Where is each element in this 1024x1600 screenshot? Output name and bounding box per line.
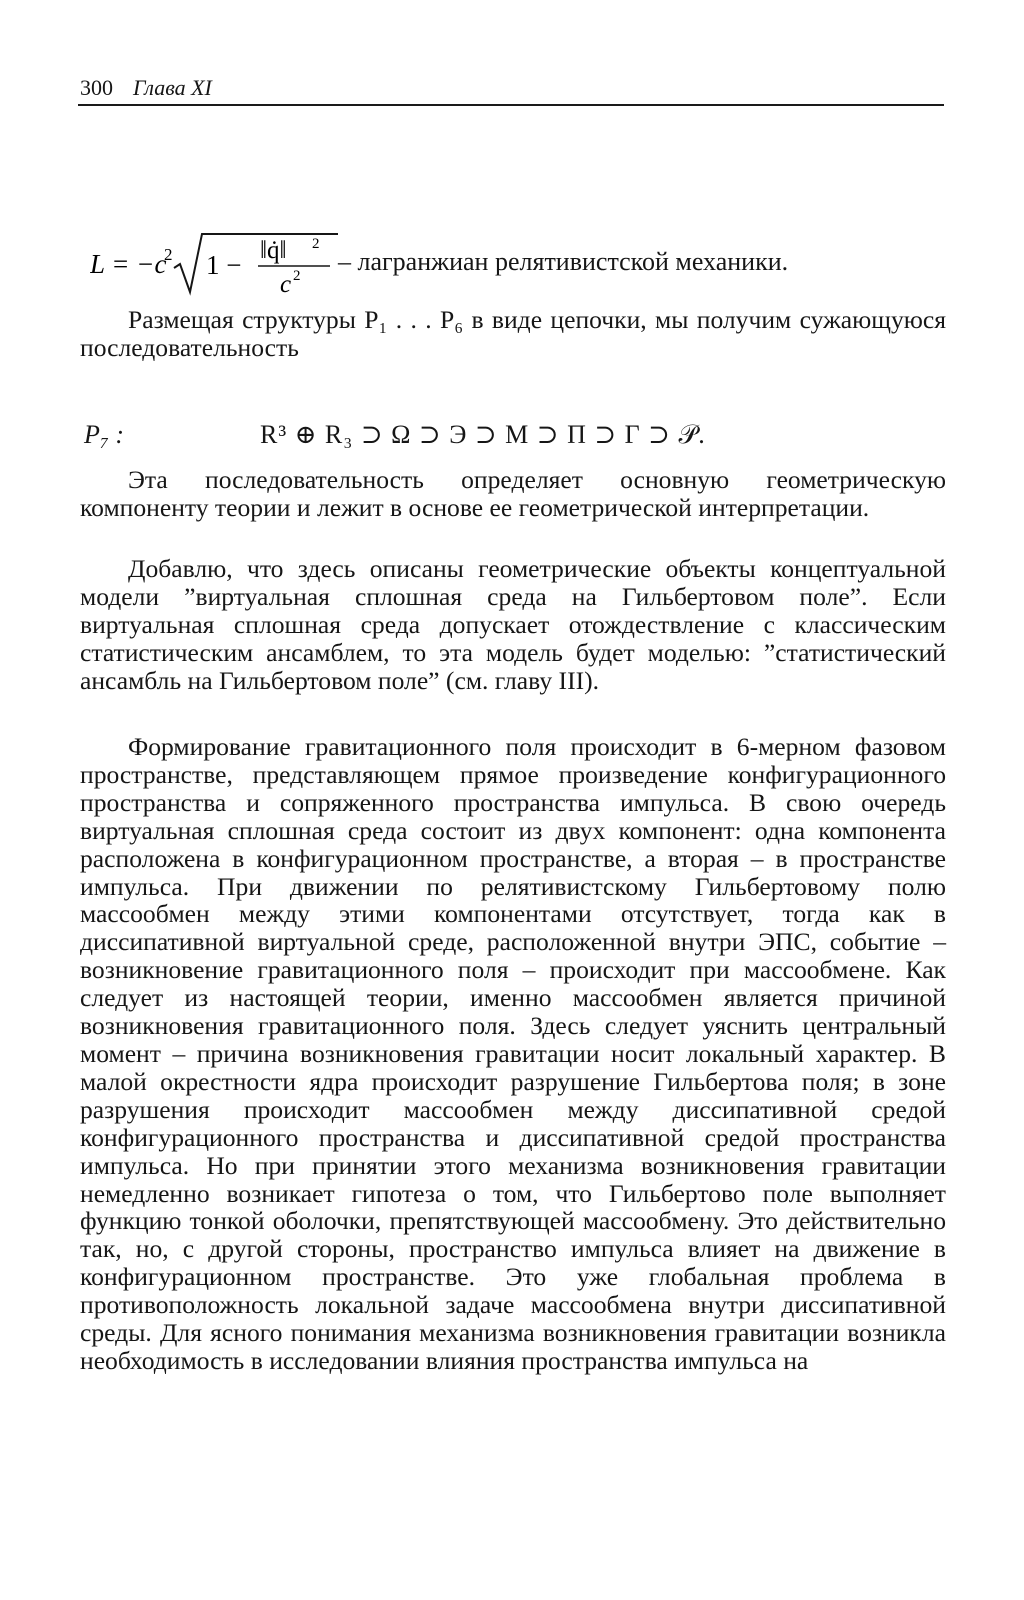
formula-exponent: 2	[164, 245, 173, 264]
formula-description: – лагранжиан релятивистской механики.	[338, 247, 789, 276]
formula-graphic	[90, 228, 340, 298]
chapter-title: Глава XI	[133, 75, 212, 100]
formula-lhs: L = −c	[90, 249, 167, 279]
header-rule	[78, 104, 944, 106]
formula-denominator: c	[280, 271, 292, 298]
paragraph-1: Размещая структуры P₁ . . . P₆ в виде цепочки, мы получим сужающуюся последовательность	[80, 305, 946, 362]
paragraph-3: Добавлю, что здесь описаны геометрические объекты концептуальной модели ”виртуальная сплошная среда на Гильбертовом поле”. Если виртуальная сплошная среда допускает отождествление с классическим статистическим ансамблем, то эта модель будет моделью: ”статистический ансамбль на Гильбертовом поле” (см. главу III).	[80, 554, 946, 695]
paragraph-4: Формирование гравитационного поля происходит в 6-мерном фазовом пространстве, представляющем прямое произведение конфигурационного пространства и сопряженного пространства импульса. В свою очередь виртуальная сплошная среда состоит из двух компонент: одна компонента расположена в конфигурационном пространстве, а вторая – в пространстве импульса. При движении по релятивистскому Гильбертовому полю массообмен между этими компонентами отсутствует, тогда как в диссипативной виртуальной среде, расположенной внутри ЭПС, событие – возникновение гравитационного поля – происходит при массообмене. Как следует из настоящей теории, именно массообмен является причиной возникновения гравитационного поля. Здесь следует уяснить центральный момент – причина возникновения гравитации носит локальный характер. В малой окрестности ядра происходит разрушение Гильбертова поля; в зоне разрушения происходит массообмен между диссипативной средой конфигурационного пространства и диссипативной средой пространства импульса. Но при принятии этого механизма возникновения гравитации немедленно возникает гипотеза о том, что Гильбертово поле выполняет функцию тонкой оболочки, препятствующей массообмену. Это действительно так, но, с другой стороны, пространство импульса влияет на движение в конфигурационном пространстве. Это уже глобальная проблема в противоположность локальной задаче массообмена внутри диссипативной среды. Для ясного понимания механизма возникновения гравитации возникла необходимость в исследовании влияния пространства импульса на	[80, 732, 946, 1375]
running-head	[80, 74, 944, 102]
denominator-exponent: 2	[293, 268, 301, 284]
paragraph-2: Эта последовательность определяет основную геометрическую компоненту теории и лежит в основе ее геометрической интерпретации.	[80, 465, 946, 522]
chain-sequence: R³ ⊕ R₃ ⊃ Ω ⊃ Э ⊃ M ⊃ Π ⊃ Γ ⊃ 𝒫.	[260, 420, 706, 449]
numerator-exponent: 2	[312, 236, 320, 252]
structure-chain	[80, 420, 946, 456]
page-number: 300	[80, 75, 113, 100]
chain-label: P₇ :	[84, 420, 125, 449]
formula-numerator: ‖q̇‖	[260, 237, 287, 264]
lagrangian-formula	[90, 228, 950, 298]
formula-one-minus: 1 −	[206, 250, 242, 280]
